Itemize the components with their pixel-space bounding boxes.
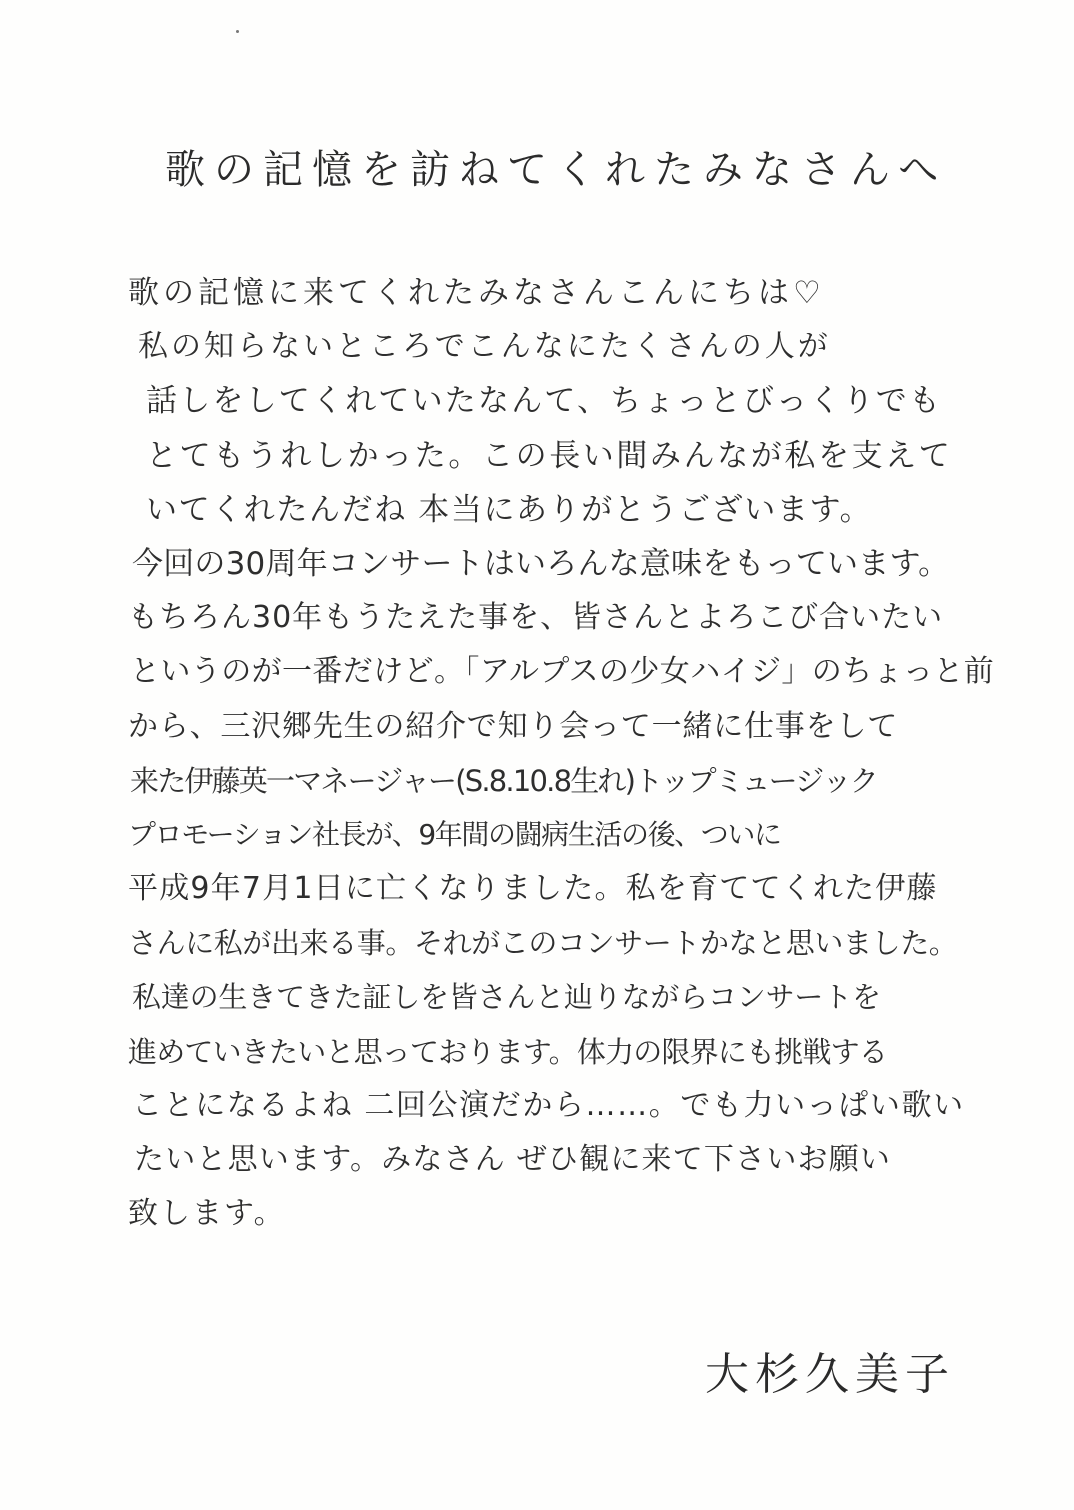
letter-line: もちろん30年もうたえた事を、皆さんとよろこび合いたい: [128, 600, 944, 636]
letter-line: 平成9年7月1日に亡くなりました。私を育ててくれた伊藤: [128, 871, 938, 907]
letter-line: から、三沢郷先生の紹介で知り会って一緒に仕事をして: [128, 708, 898, 744]
letter-line: 今回の30周年コンサートはいろんな意味をもっています。: [132, 545, 950, 582]
letter-line: いてくれたんだね 本当にありがとうございます。: [146, 491, 873, 528]
letter-line: 話しをしてくれていたなんて、ちょっとびっくりでも: [146, 383, 943, 420]
letter-body: [128, 266, 1008, 1241]
letter-line: 来た伊藤英一マネージャー(S.8.10.8生れ)トップミュージック: [130, 763, 877, 798]
letter-line: ことになるよね 二回公演だから……。でも力いっぱい歌い: [132, 1087, 965, 1123]
letter-line: さんに私が出来る事。それがこのコンサートかなと思いました。: [128, 926, 958, 961]
letter-line: 致します。: [128, 1196, 286, 1232]
letter-line: 進めていきたいと思っております。体力の限界にも挑戦する: [128, 1034, 888, 1069]
letter-line: プロモーション社長が、9年間の闘病生活の後、ついに: [128, 817, 781, 851]
signature: 大杉久美子: [705, 1349, 955, 1400]
letter-line: というのが一番だけど。「アルプスの少女ハイジ」のちょっと前: [130, 654, 995, 690]
letter-line: 私の知らないところでこんなにたくさんの人が: [138, 329, 831, 365]
letter-line: 歌の記憶に来てくれたみなさんこんにちは♡: [128, 275, 825, 311]
paper-speck: [236, 30, 239, 33]
letter-line: とてもうれしかった。この長い間みんなが私を支えて: [146, 437, 953, 474]
letter-line: 私達の生きてきた証しを皆さんと辿りながらコンサートを: [132, 980, 881, 1015]
letter-line: たいと思います。みなさん ぜひ観に来て下さいお願い: [134, 1142, 892, 1177]
letter-title: 歌の記憶を訪ねてくれたみなさんへ: [165, 147, 948, 193]
